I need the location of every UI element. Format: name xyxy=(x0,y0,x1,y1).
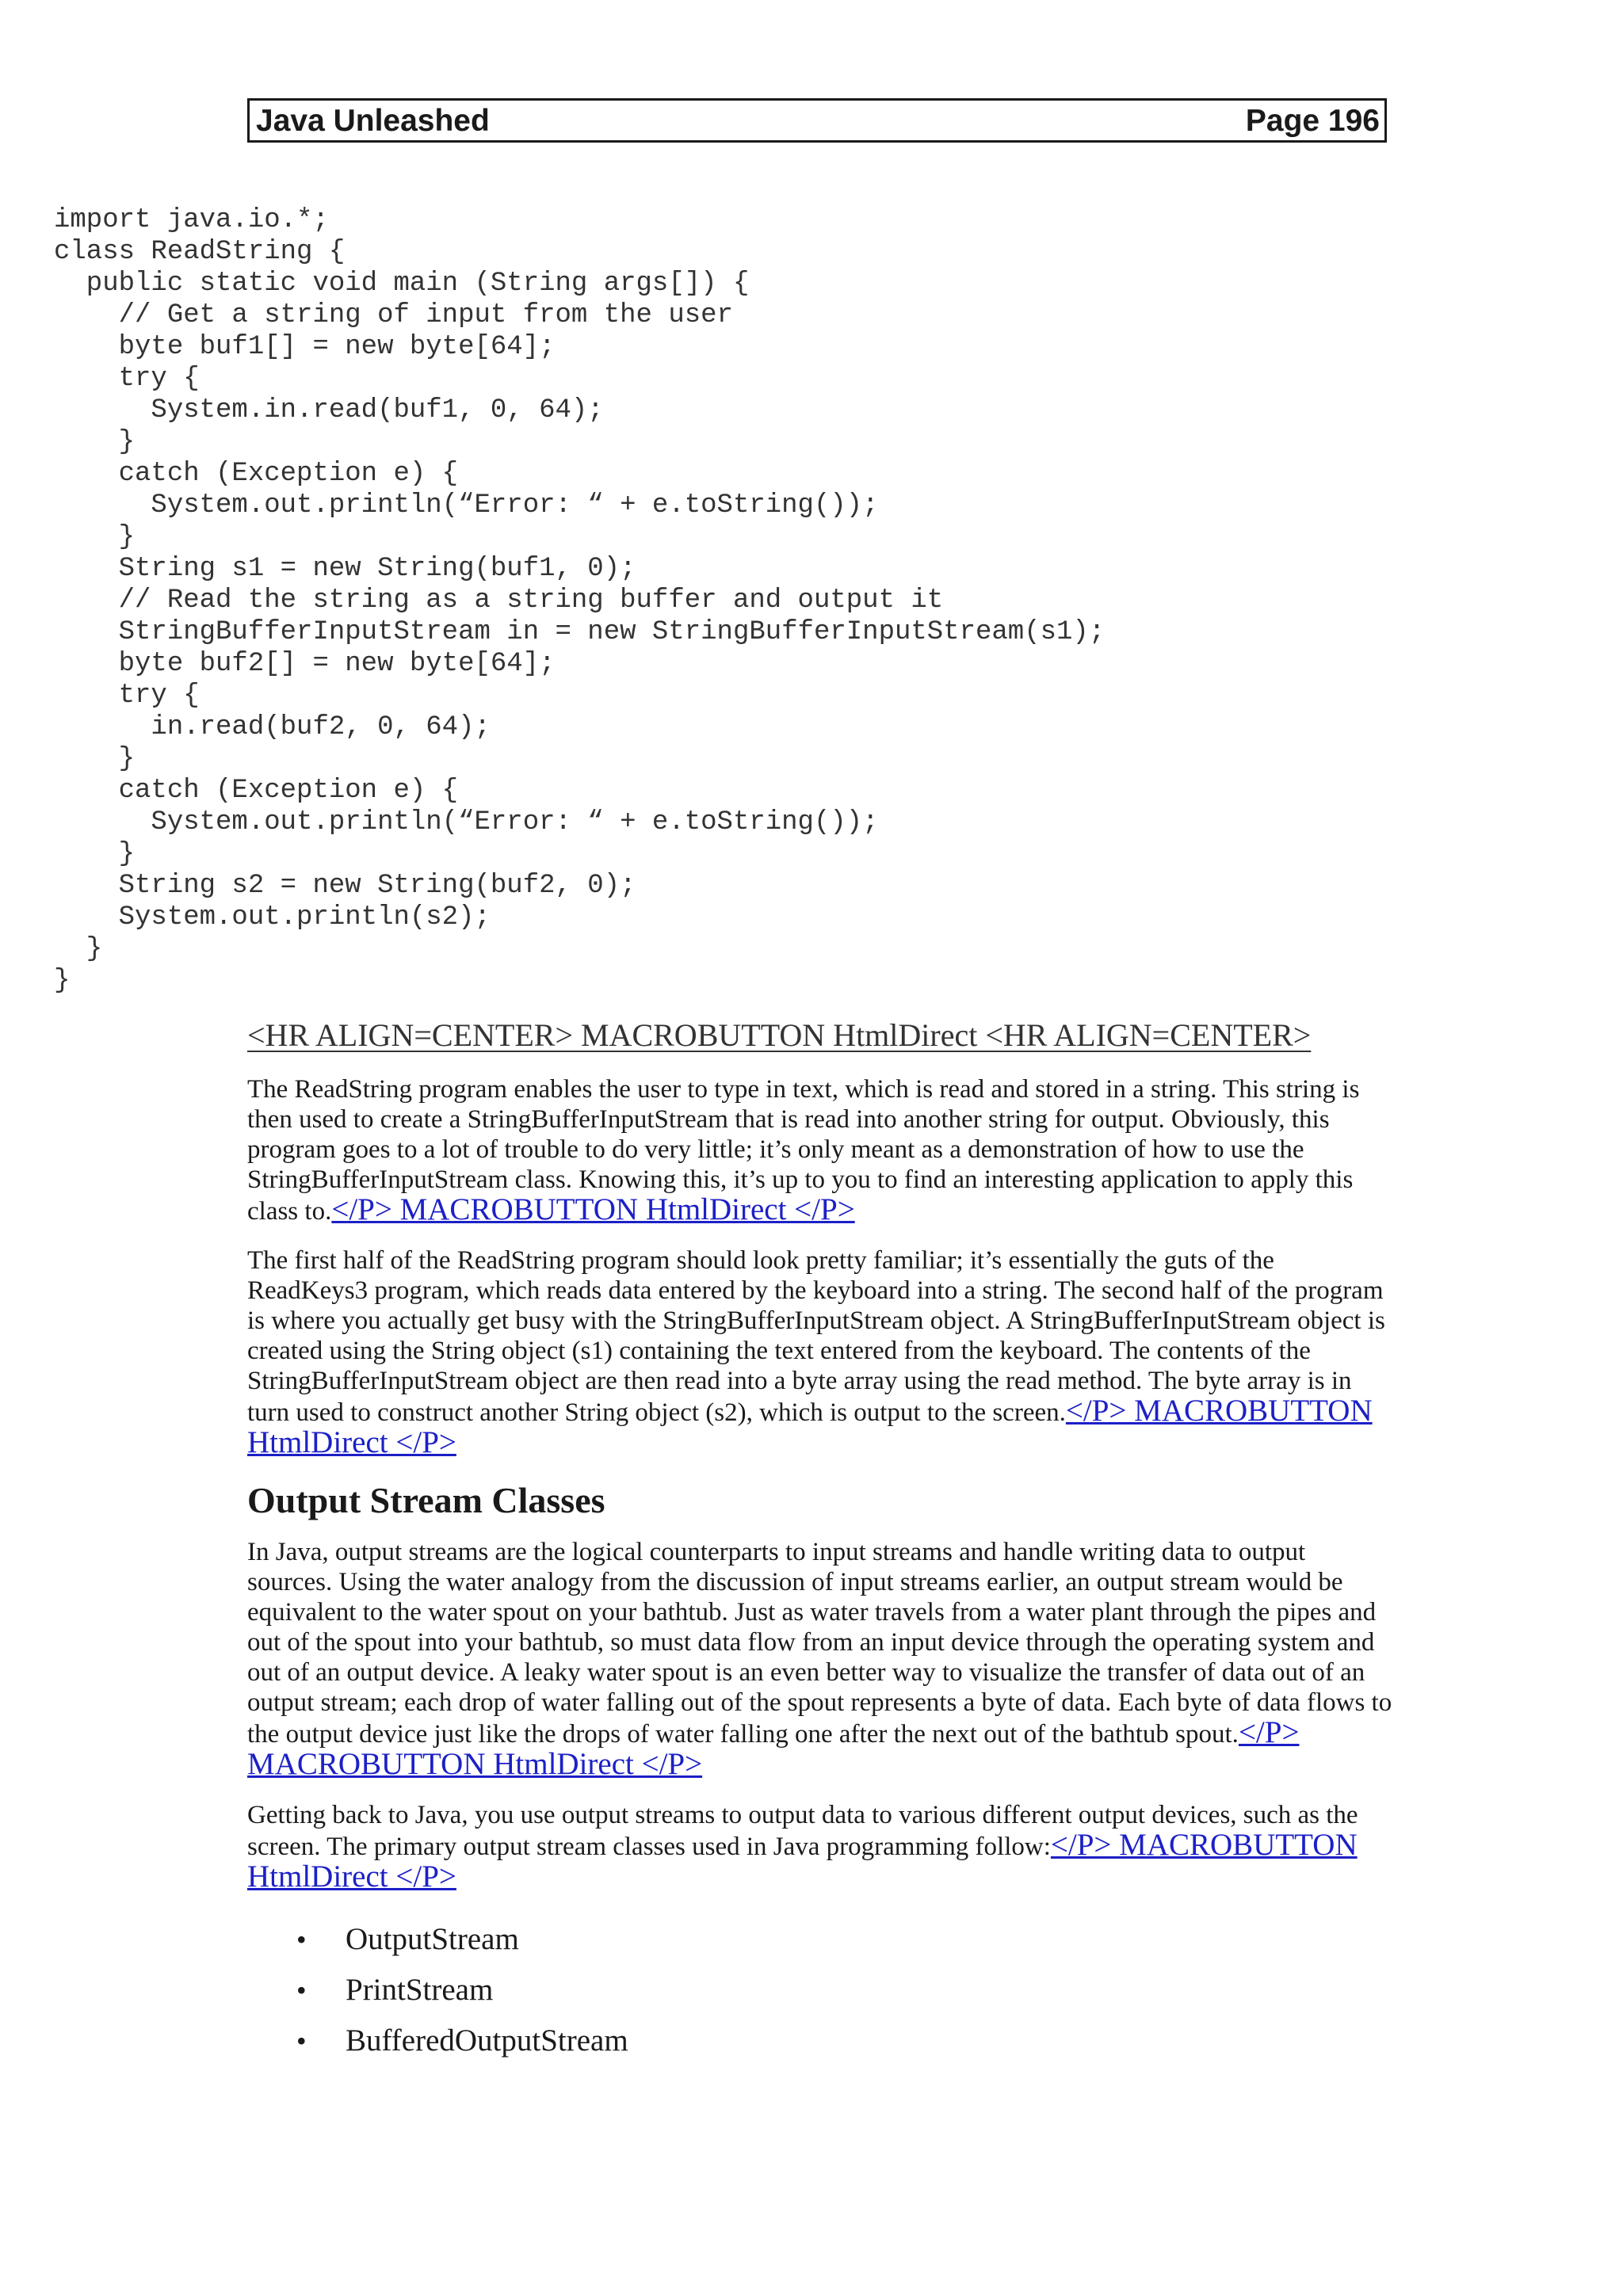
macrobutton-link[interactable]: </P> MACROBUTTON HtmlDirect </P> xyxy=(247,1715,1300,1781)
paragraph-output-streams xyxy=(247,1537,1392,1781)
header-title: Java Unleashed xyxy=(256,103,490,138)
code-line: } xyxy=(54,427,136,457)
list-item-text: PrintStream xyxy=(346,1973,494,2007)
paragraph-readstring-intro xyxy=(247,1074,1392,1226)
section-heading: Output Stream Classes xyxy=(247,1480,605,1520)
code-line: catch (Exception e) { xyxy=(54,776,459,806)
list-item xyxy=(247,1914,1392,1965)
code-line: // Read the string as a string buffer and output it xyxy=(54,585,944,616)
code-line: try { xyxy=(54,364,200,394)
code-line: byte buf1[] = new byte[64]; xyxy=(54,332,556,362)
paragraph-text: Getting back to Java, you use output streams to output data to various different output devices, such as the screen. The primary output stream classes used in Java programming follow: xyxy=(247,1801,1358,1861)
code-line: class ReadString { xyxy=(54,237,346,267)
code-line: import java.io.*; xyxy=(54,205,329,235)
code-line: } xyxy=(54,966,71,996)
page-header xyxy=(247,98,1387,143)
code-line: public static void main (String args[]) { xyxy=(54,269,750,299)
code-line: byte buf2[] = new byte[64]; xyxy=(54,649,556,679)
paragraph-text: The first half of the ReadString program should look pretty familiar; it’s essentially the guts of the ReadKeys3 program, which reads data entered by the keyboard into a string. The second half of the program is where you actually get busy with the StringBufferInputStream object. A StringBufferInputStream object is created using the String object (s1) containing the text entered from the keyboard. The contents of the StringBufferInputStream object are then read into a byte array using the read method. The byte array is in turn used to construct another String object (s2), which is output to the screen. xyxy=(247,1246,1385,1427)
body-content xyxy=(247,1016,1392,2066)
code-listing xyxy=(54,204,1105,997)
bullet-icon: • xyxy=(296,2025,307,2057)
macrobutton-link[interactable]: </P> MACROBUTTON HtmlDirect </P> xyxy=(247,1828,1358,1894)
bullet-icon: • xyxy=(296,1974,307,2006)
header-page-number: Page 196 xyxy=(1245,103,1380,138)
code-line: } xyxy=(54,839,136,869)
code-line: String s2 = new String(buf2, 0); xyxy=(54,871,636,901)
bullet-icon: • xyxy=(296,1924,307,1955)
code-line: } xyxy=(54,934,103,964)
code-line: try { xyxy=(54,681,200,711)
macrobutton-link[interactable]: </P> MACROBUTTON HtmlDirect </P> xyxy=(247,1394,1373,1459)
macrobutton-link[interactable]: </P> MACROBUTTON HtmlDirect </P> xyxy=(331,1192,855,1226)
list-item xyxy=(247,1965,1392,2016)
paragraph-text: In Java, output streams are the logical counterparts to input streams and handle writing data to output sources. Using the water analogy from the discussion of input streams earlier, an output stream would be equivalent to the water spout on your bathtub. Just as water travels from a water plant through the pipes and out of the spout into your bathtub, so must data flow from an input device through the operating system and out of an output device. A leaky water spout is an even better way to visualize the transfer of data out of an output stream; each drop of water falling out of the spout represents a byte of data. Each byte of data flows to the output device just like the drops of water falling one after the next out of the bathtub spout. xyxy=(247,1538,1392,1749)
paragraph-text: The ReadString program enables the user to type in text, which is read and stored in a string. This string is then used to create a StringBufferInputStream that is read into another string for output. Obviously, this program goes to a lot of trouble to do very little; it’s only meant as a demonstration of how to use the StringBufferInputStream class. Knowing this, it’s up to you to find an interesting application to apply this class to. xyxy=(247,1075,1360,1226)
code-line: // Get a string of input from the user xyxy=(54,300,733,330)
list-item xyxy=(247,2016,1392,2066)
hr-macro-text: <HR ALIGN=CENTER> MACROBUTTON HtmlDirect <HR ALIGN=CENTER> xyxy=(247,1017,1312,1053)
code-line: System.out.println(s2); xyxy=(54,902,491,933)
code-line: catch (Exception e) { xyxy=(54,459,459,489)
output-stream-class-list xyxy=(247,1914,1392,2066)
paragraph-output-classes xyxy=(247,1800,1392,1894)
code-line: String s1 = new String(buf1, 0); xyxy=(54,554,636,584)
code-line: } xyxy=(54,744,136,774)
code-line: System.out.println(“Error: “ + e.toString()); xyxy=(54,807,879,837)
code-line: StringBufferInputStream in = new StringBufferInputStream(s1); xyxy=(54,617,1106,647)
code-line: System.out.println(“Error: “ + e.toString()); xyxy=(54,490,879,521)
paragraph-readstring-explain xyxy=(247,1245,1392,1459)
code-line: in.read(buf2, 0, 64); xyxy=(54,712,491,742)
list-item-text: OutputStream xyxy=(346,1922,519,1956)
code-line: } xyxy=(54,522,136,552)
code-line: System.in.read(buf1, 0, 64); xyxy=(54,395,604,425)
list-item-text: BufferedOutputStream xyxy=(346,2023,628,2058)
